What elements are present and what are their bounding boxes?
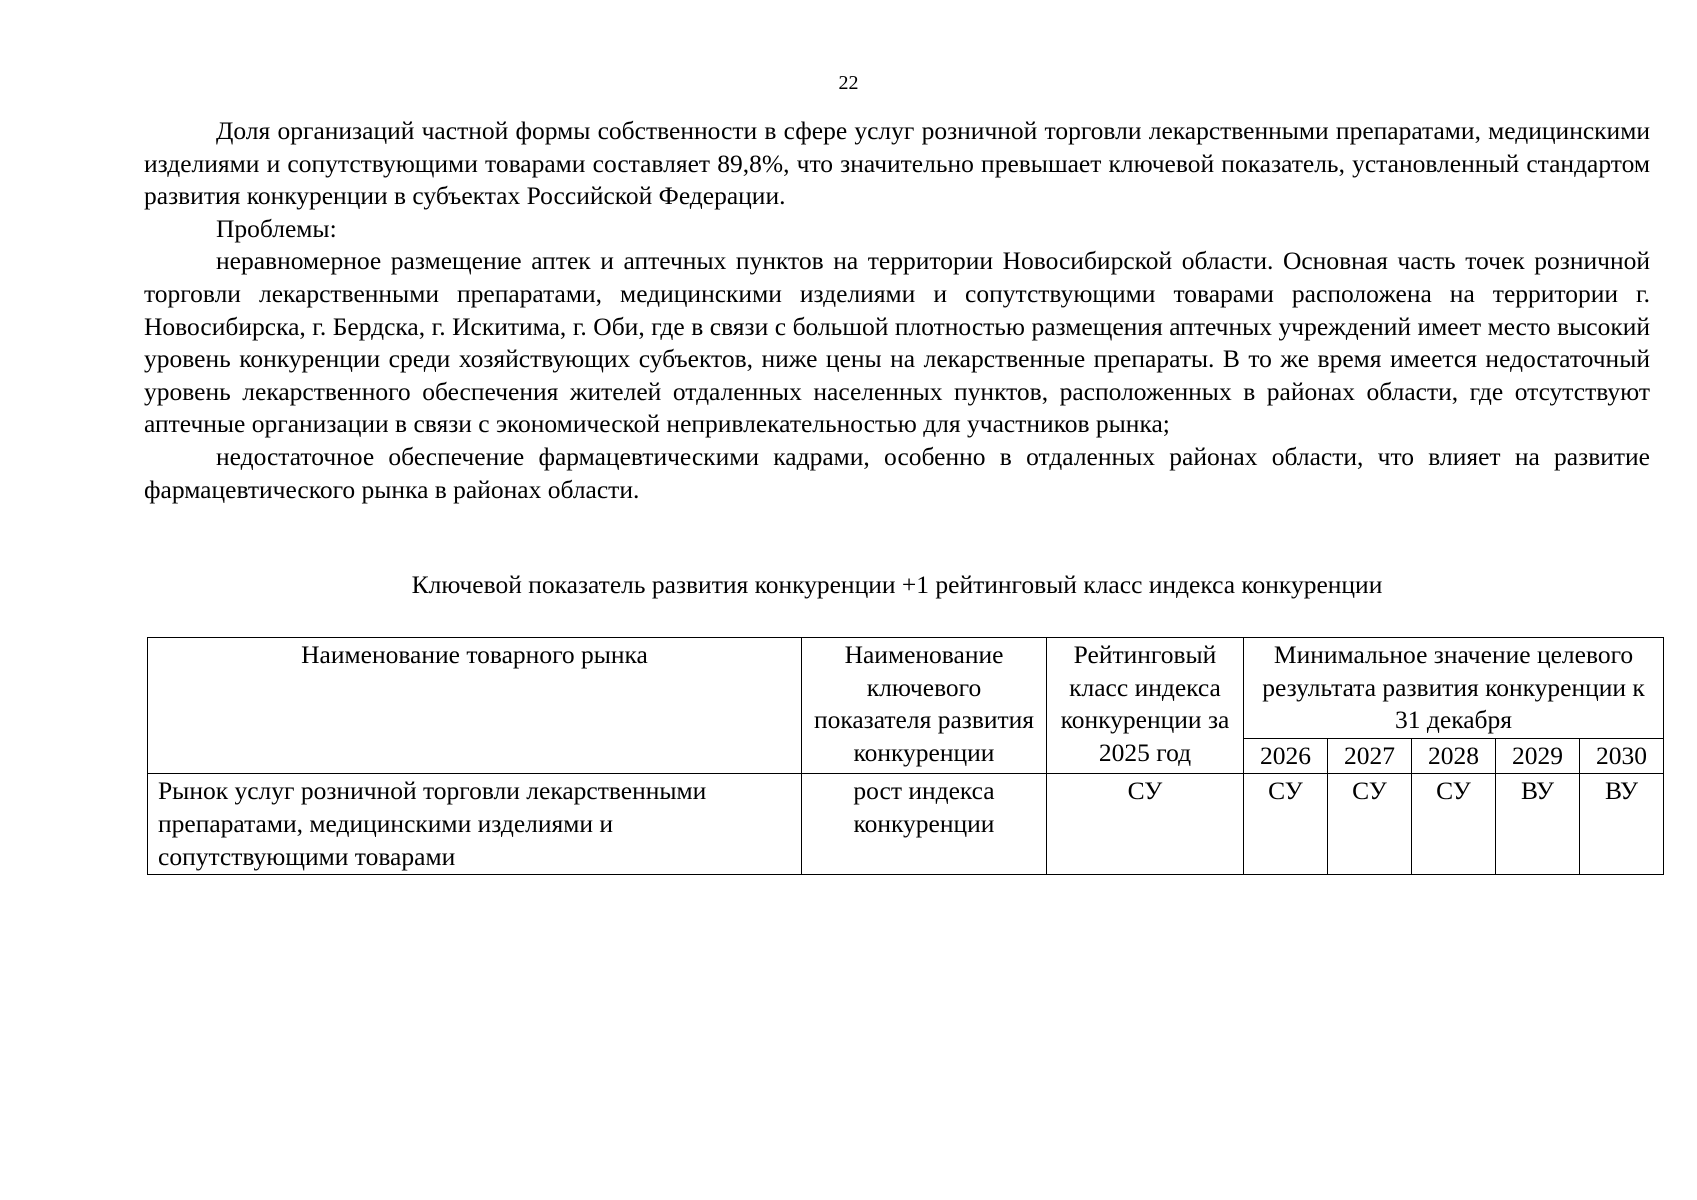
paragraph-private-share: Доля организаций частной формы собственности в сфере услуг розничной торговли лекарственными препаратами, медицинскими изделиями и сопутствующими товарами составляет 89,8%, что значительно превышает ключевой показатель, установленный стандартом развития конкуренции в субъектах Российской Федерации. (144, 116, 1650, 211)
paragraph-problems-heading: Проблемы: (216, 213, 337, 243)
header-rating-class: Рейтинговый класс индекса конкуренции за 2025 год (1047, 638, 1244, 774)
paragraph-staff-shortage: недостаточное обеспечение фармацевтическими кадрами, особенно в отдаленных районах области, что влияет на развитие фармацевтического рынка в районах области. (144, 441, 1650, 504)
cell-year-value: ВУ (1580, 774, 1664, 875)
cell-market: Рынок услуг розничной торговли лекарственными препаратами, медицинскими изделиями и сопутствующими товарами (148, 774, 802, 875)
key-indicator-table (147, 637, 1664, 875)
header-min-value: Минимальное значение целевого результата развития конкуренции к 31 декабря (1244, 638, 1664, 739)
header-row (148, 638, 1664, 739)
paragraph-uneven-distribution: неравномерное размещение аптек и аптечных пунктов на территории Новосибирской области. Основная часть точек розничной торговли лекарственными препаратами, медицинскими изделиями и сопутствующими товарами расположена на территории г. Новосибирска, г. Бердска, г. Искитима, г. Оби, где в связи с большой плотностью размещения аптечных учреждений имеет место высокий уровень конкуренции среди хозяйствующих субъектов, ниже цены на лекарственные препараты. В то же время имеется недостаточный уровень лекарственного обеспечения жителей отдаленных населенных пунктов, расположенных в районах области, где отсутствуют аптечные организации в связи с экономической непривлекательностью для участников рынка; (144, 246, 1650, 439)
header-indicator: Наименование ключевого показателя развития конкуренции (802, 638, 1047, 774)
header-year: 2029 (1496, 738, 1580, 774)
page-number: 22 (838, 72, 859, 94)
cell-year-value: СУ (1412, 774, 1496, 875)
cell-rating-class: СУ (1047, 774, 1244, 875)
header-year: 2026 (1244, 738, 1328, 774)
header-year: 2027 (1328, 738, 1412, 774)
body-text (144, 115, 1650, 506)
header-year: 2028 (1412, 738, 1496, 774)
cell-indicator: рост индекса конкуренции (802, 774, 1047, 875)
cell-year-value: ВУ (1496, 774, 1580, 875)
cell-year-value: СУ (1244, 774, 1328, 875)
table-caption: Ключевой показатель развития конкуренции +1 рейтинговый класс индекса конкуренции (411, 570, 1383, 599)
header-market: Наименование товарного рынка (148, 638, 802, 774)
table-row (148, 774, 1664, 875)
cell-year-value: СУ (1328, 774, 1412, 875)
header-year: 2030 (1580, 738, 1664, 774)
